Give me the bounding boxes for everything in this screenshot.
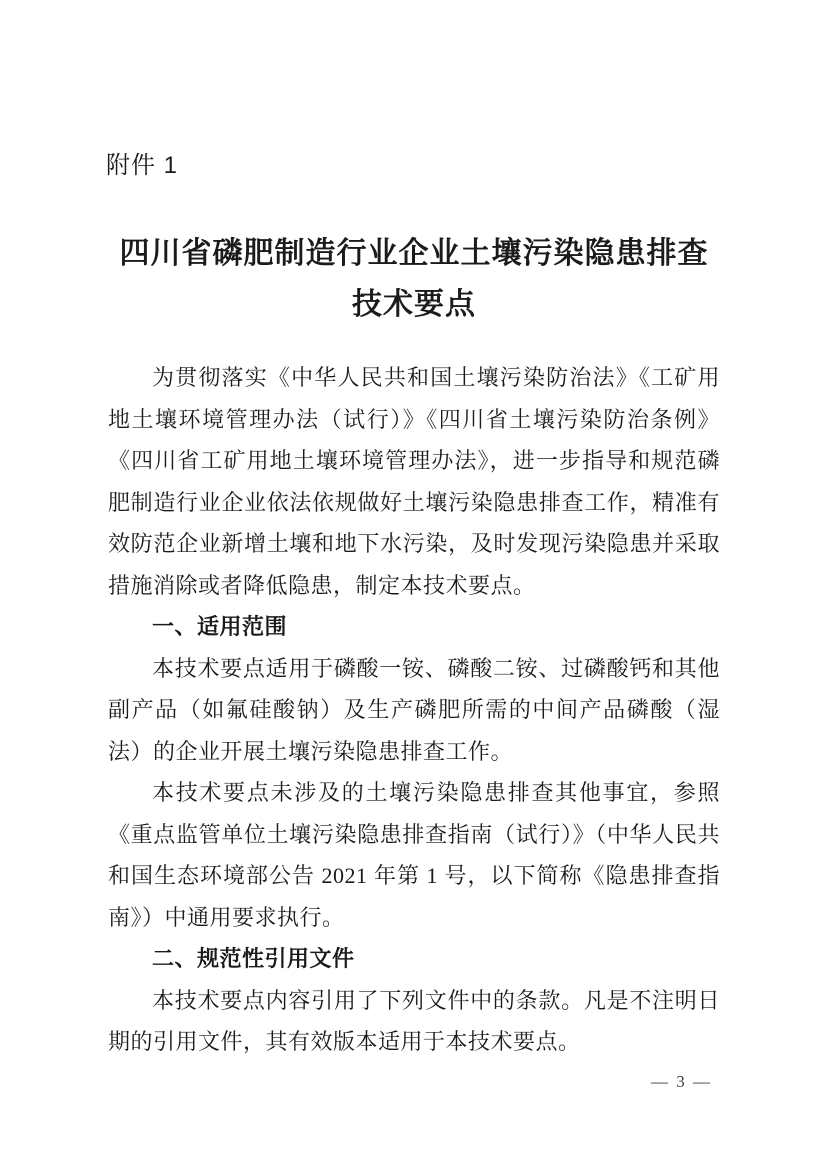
attachment-label: 附件 1	[106, 152, 179, 179]
document-title-line-1: 四川省磷肥制造行业企业土壤污染隐患排查	[119, 237, 709, 270]
document-title	[104, 228, 724, 330]
paragraph-scope: 本技术要点适用于磷酸一铵、磷酸二铵、过磷酸钙和其他副产品（如氟硅酸钠）及生产磷肥所需的中间产品磷酸（湿法）的企业开展土壤污染隐患排查工作。	[108, 655, 720, 764]
page-number: — 3 —	[651, 1072, 712, 1091]
document-title-line-2: 技术要点	[352, 288, 476, 321]
paragraph-preamble: 为贯彻落实《中华人民共和国土壤污染防治法》《工矿用地土壤环境管理办法（试行）》《四川省土壤污染防治条例》《四川省工矿用地土壤环境管理办法》，进一步指导和规范磷肥制造行业企业依法依规做好土壤污染隐患排查工作，精准有效防范企业新增土壤和地下水污染，及时发现污染隐患并采取措施消除或者降低隐患，制定本技术要点。	[108, 365, 720, 598]
section-heading-normative-references: 二、规范性引用文件	[152, 946, 355, 971]
section-heading-scope: 一、适用范围	[152, 614, 288, 639]
paragraph-other-matters: 本技术要点未涉及的土壤污染隐患排查其他事宜，参照《重点监管单位土壤污染隐患排查指南（试行）》（中华人民共和国生态环境部公告 2021 年第 1 号，以下简称《隐患排查指南》）中通用要求执行。	[108, 780, 720, 930]
paragraph-references-note: 本技术要点内容引用了下列文件中的条款。凡是不注明日期的引用文件，其有效版本适用于本技术要点。	[108, 987, 720, 1054]
document-body	[108, 357, 720, 1063]
